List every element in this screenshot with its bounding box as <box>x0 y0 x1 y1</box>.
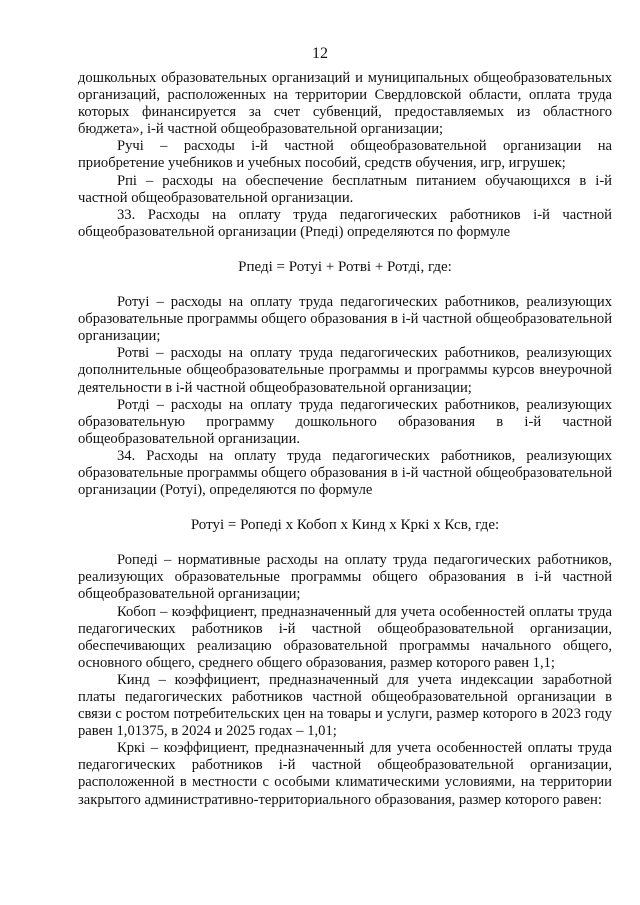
paragraph-rotv: Ротвi – расходы на оплату труда педагогических работников, реализующих дополнительные общеобразовательные программы и программы курсов внеурочной деятельности в i-й частной общеобразовательной организации; <box>78 345 612 396</box>
page-number: 12 <box>312 45 328 62</box>
paragraph-kind: Кинд – коэффициент, предназначенный для учета индексации заработной платы педагогических работников частной общеобразовательной организации в связи с ростом потребительских цен на товары и услуги, размер которого в 2023 году равен 1,01375, в 2024 и 2025 годах – 1,01; <box>78 671 612 740</box>
formula-rped: Рпедi = Ротуi + Ротвi + Ротдi, где: <box>238 258 452 275</box>
paragraph-rotd: Ротдi – расходы на оплату труда педагогических работников, реализующих образовательную программу дошкольного образования в i-й частной общеобразовательной организации. <box>78 396 612 447</box>
paragraph-ruch: Ручi – расходы i-й частной общеобразовательной организации на приобретение учебников и учебных пособий, средств обучения, игр, игрушек; <box>78 138 612 172</box>
paragraph-kobop: Кобоп – коэффициент, предназначенный для учета особенностей оплаты труда педагогических работников i-й частной общеобразовательной организации, обеспечивающих реализацию образовательной программы начального общего, основного общего, среднего общего образования, размер которого равен 1,1; <box>78 603 612 671</box>
paragraph-item-34: 34. Расходы на оплату труда педагогических работников, реализующих образовательные программы общего образования в i-й частной общеобразовательной организации (Ротуi), определяются по формуле <box>78 447 612 499</box>
paragraph-rp: Рпi – расходы на обеспечение бесплатным питанием обучающихся в i-й частной общеобразовательной организации. <box>78 172 612 206</box>
paragraph-item-33: 33. Расходы на оплату труда педагогических работников i-й частной общеобразовательной организации (Рпедi) определяются по формуле <box>78 206 612 240</box>
paragraph-rotu: Ротуi – расходы на оплату труда педагогических работников, реализующих образовательные программы общего образования в i-й частной общеобразовательной организации; <box>78 294 612 345</box>
paragraph-krk: Кркi – коэффициент, предназначенный для учета особенностей оплаты труда педагогических работников i-й частной общеобразовательной организации, расположенной в местности с особыми климатическими условиями, на территории закрытого административно-территориального образования, размер которого равен: <box>78 740 612 808</box>
document-body <box>78 70 612 809</box>
formula-rotu: Ротуi = Ропеді х Кобоп х Кинд х Кркi х Ксв, где: <box>190 517 500 534</box>
paragraph-continuation: дошкольных образовательных организаций и муниципальных общеобразовательных организаций, расположенных на территории Свердловской области, оплата труда которых финансируется за счет субвенций, предоставляемых из областного бюджета», i-й частной общеобразовательной организации; <box>78 70 612 138</box>
paragraph-roped: Ропеді – нормативные расходы на оплату труда педагогических работников, реализующих образовательные программы общего образования в i-й частной общеобразовательной организации; <box>78 552 612 603</box>
